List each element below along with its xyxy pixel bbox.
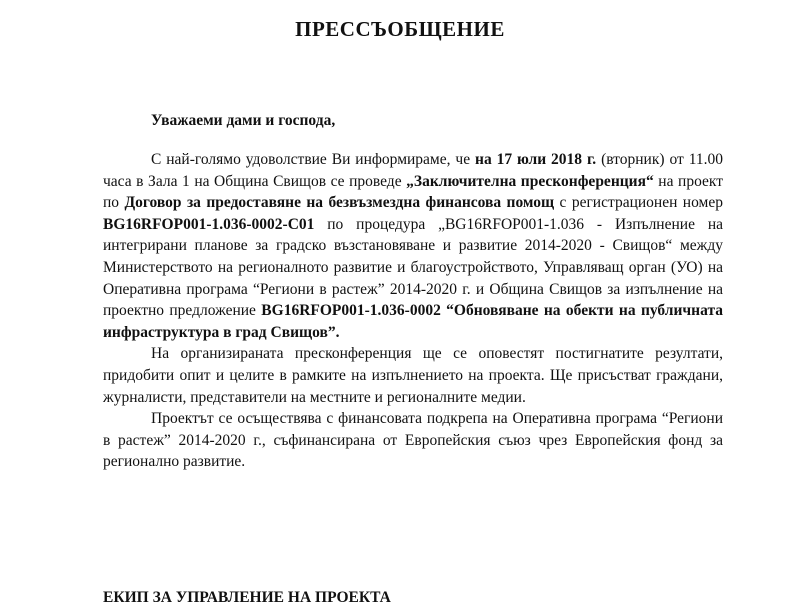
greeting: Уважаеми дами и господа, xyxy=(151,112,336,129)
paragraph-funding: Проектът се осъществява с финансовата подкрепа на Оперативна програма “Региони в растеж” 2014-2020 г., съфинансирана от Европейския съюз чрез Европейския фонд за регионално развитие. xyxy=(103,410,723,471)
event-name: „Заключителна пресконференция“ xyxy=(406,172,654,190)
procedure-description: по процедура „BG16RFOP001-1.036 - Изпълнение на интегрирани планове за градско възстановяване и развитие 2014-2020 - Свищов“ между Министерството на регионалното развитие и благоустройството, Управляващ орган (УО) на Оперативна програма “Региони в растеж” 2014-2020 г. и Община Свищов за изпълнение на проектно предложение xyxy=(103,215,723,320)
announcement-reg-intro: с регистрационен номер xyxy=(554,194,723,212)
contract-name: Договор за предоставяне на безвъзмездна финансова помощ xyxy=(124,194,555,212)
paragraph-announcement xyxy=(103,149,723,343)
event-date: на 17 юли 2018 г. xyxy=(475,151,597,168)
paragraph-conference: На организираната пресконференция ще се оповестят постигнатите резултати, придобити опит и целите в рамките на изпълнението на проекта. Ще присъстват граждани, журналисти, представители на местните и регионалните медии. xyxy=(103,345,723,406)
document-body xyxy=(103,149,723,473)
document-title: ПРЕССЪОБЩЕНИЕ xyxy=(295,17,505,41)
registration-number: BG16RFOP001-1.036-0002-С01 xyxy=(103,215,315,233)
announcement-intro: С най-голямо удоволствие Ви информираме, че xyxy=(151,151,476,168)
project-team-signature: ЕКИП ЗА УПРАВЛЕНИЕ НА ПРОЕКТА xyxy=(103,589,391,606)
announcement-time-place: (вторник) от 11.00 часа в Зала 1 на Община Свищов се проведе xyxy=(103,151,723,190)
announcement-project-link: на проект по xyxy=(103,172,724,212)
project-name: BG16RFOP001-1.036-0002 “Обновяване на обекти на публичната инфраструктура в град Свищов”. xyxy=(103,302,723,341)
